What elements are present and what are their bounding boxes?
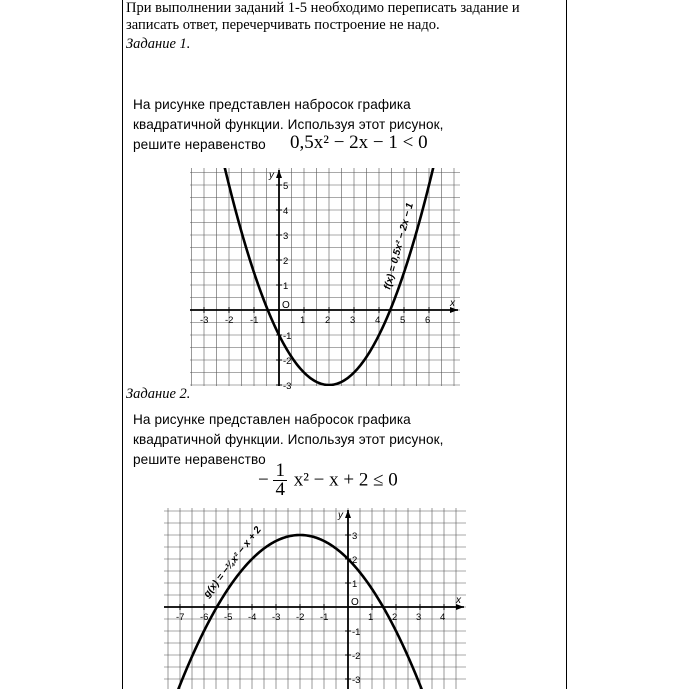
task-2-graph	[164, 508, 466, 689]
inequality-sign: −	[258, 469, 269, 491]
function-label: g(x) = −¼x² − x + 2	[201, 524, 264, 600]
y-axis-label: y	[269, 170, 274, 181]
y-tick-label: -2	[352, 651, 361, 662]
task-2-text	[133, 410, 444, 470]
x-tick-label: -1	[320, 612, 329, 623]
task-2-title: Задание 2.	[126, 386, 191, 402]
task-2-text-line-2: квадратичной функции. Используя этот рисунок,	[133, 432, 444, 447]
x-tick-label: -3	[200, 315, 209, 326]
task-2-text-line-3: решите неравенство	[133, 452, 266, 467]
x-tick-label: 3	[350, 315, 356, 326]
x-tick-label: -6	[200, 612, 209, 623]
x-tick-label: 3	[416, 612, 422, 623]
inequality-rest: x² − x + 2 ≤ 0	[293, 469, 398, 491]
left-border	[122, 0, 123, 689]
y-tick-label: 3	[352, 531, 358, 542]
x-tick-label: -7	[176, 612, 185, 623]
y-tick-label: 1	[352, 579, 358, 590]
y-tick-label: -1	[283, 331, 292, 342]
x-tick-label: 5	[400, 315, 406, 326]
x-tick-label: -1	[250, 315, 259, 326]
parabola-curve	[190, 0, 460, 385]
y-tick-label: 3	[283, 231, 289, 242]
x-tick-label: 4	[440, 612, 446, 623]
right-border	[566, 0, 567, 689]
x-tick-label: -2	[296, 612, 305, 623]
task-1-text-line-1: На рисунке представлен набросок графика	[133, 97, 411, 112]
y-tick-label: -3	[283, 381, 292, 392]
y-tick-label: 2	[283, 256, 289, 267]
task-1-text-line-3: решите неравенство	[133, 137, 266, 152]
x-tick-label: 2	[392, 612, 398, 623]
x-tick-label: 6	[425, 315, 431, 326]
x-axis-label: x	[456, 595, 461, 606]
y-tick-label: -3	[352, 675, 361, 686]
fraction	[273, 462, 287, 499]
fraction-numerator: 1	[275, 460, 285, 481]
y-tick-label: 1	[283, 281, 289, 292]
x-tick-label: -5	[224, 612, 233, 623]
y-tick-label: 2	[352, 555, 358, 566]
task-2-text-line-1: На рисунке представлен набросок графика	[133, 412, 411, 427]
y-tick-label: 5	[283, 181, 289, 192]
origin-label: O	[351, 597, 359, 608]
function-label: f(x) = 0,5x² − 2x − 1	[382, 201, 416, 291]
y-tick-label: 4	[283, 206, 289, 217]
task-1-title: Задание 1.	[126, 36, 191, 52]
task-1-graph	[190, 168, 460, 392]
task-1-text-line-2: квадратичной функции. Используя этот рисунок,	[133, 117, 444, 132]
x-tick-label: 2	[325, 315, 331, 326]
x-axis-label: x	[450, 298, 455, 309]
y-tick-label: -1	[352, 627, 361, 638]
task-2-inequality	[258, 462, 398, 499]
task-1-inequality: 0,5x² − 2x − 1 < 0	[290, 132, 428, 153]
x-tick-label: 1	[300, 315, 306, 326]
y-axis-label: y	[338, 510, 343, 521]
fraction-denominator: 4	[275, 479, 285, 500]
instructions: При выполнении заданий 1-5 необходимо переписать задание и записать ответ, перечерчивать построение не надо.	[126, 0, 520, 33]
x-tick-label: -3	[272, 612, 281, 623]
x-tick-label: -4	[248, 612, 257, 623]
x-tick-label: 4	[375, 315, 381, 326]
x-tick-label: -2	[225, 315, 234, 326]
y-axis-arrow	[276, 170, 282, 178]
x-tick-label: 1	[368, 612, 374, 623]
y-tick-label: -2	[283, 356, 292, 367]
origin-label: O	[282, 300, 290, 311]
